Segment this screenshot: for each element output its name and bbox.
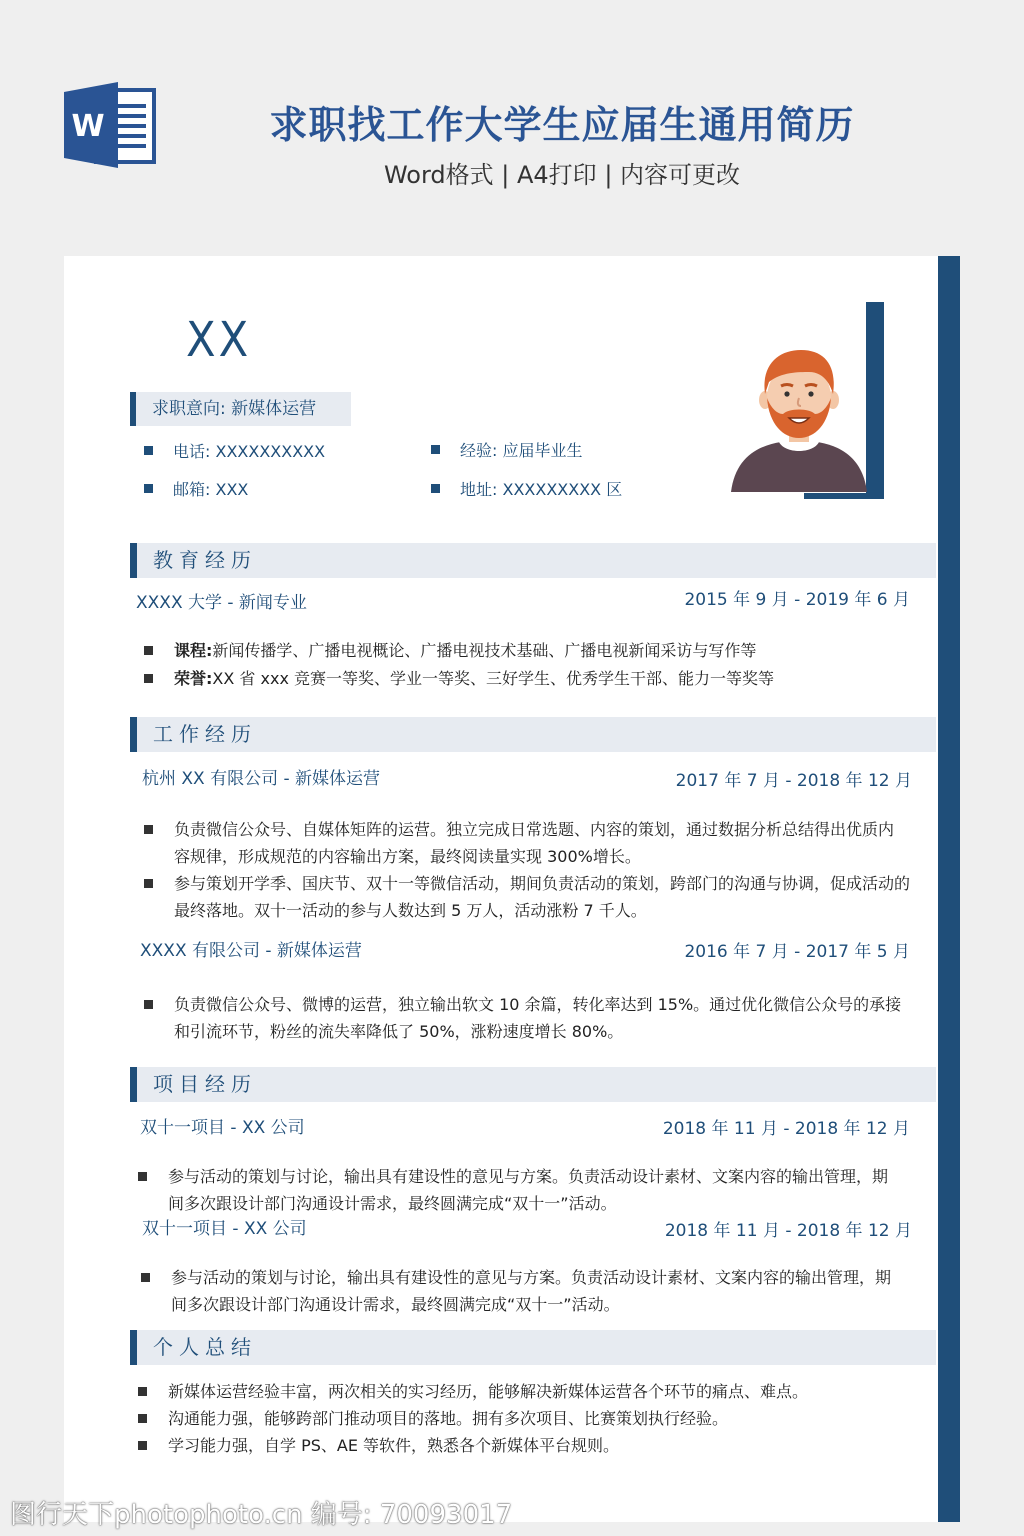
bullet-square-icon [144,446,153,455]
banner-subtitle: Word格式 | A4打印 | 内容可更改 [383,161,741,189]
bullet-square-icon [144,825,153,834]
education-date: 2015 年 9 月 - 2019 年 6 月 [684,590,910,610]
section-work: 工作经历 [130,717,936,752]
education-school: XXXX 大学 - 新闻专业 [136,593,307,613]
summary-bullet: 新媒体运营经验丰富，两次相关的实习经历，能够解决新媒体运营各个环节的痛点、难点。 [138,1378,928,1405]
project-bullet: 参与活动的策划与讨论，输出具有建设性的意见与方案。负责活动设计素材、文案内容的输出管理，期间多次跟设计部门沟通设计需求，最终圆满完成“双十一”活动。 [141,1264,906,1318]
job-bullet: 负责微信公众号、自媒体矩阵的运营。独立完成日常选题、内容的策划，通过数据分析总结得出优质内容规律，形成规范的内容输出方案，最终阅读量实现 300%增长。 [144,816,906,870]
job-date: 2016 年 7 月 - 2017 年 5 月 [684,942,910,962]
education-course: 课程:新闻传播学、广播电视概论、广播电视技术基础、广播电视新闻采访与写作等 [144,637,934,664]
bullet-square-icon [138,1172,147,1181]
watermark: 图行天下photophoto.cn 编号: 70093017 [10,1500,513,1530]
section-education: 教育经历 [130,543,936,578]
bullet-square-icon [138,1387,147,1396]
summary-bullet: 学习能力强，自学 PS、AE 等软件，熟悉各个新媒体平台规则。 [138,1432,928,1459]
avatar-illustration [729,342,869,496]
banner-title: 求职找工作大学生应届生通用简历 [269,103,855,147]
page-side-stripe [938,256,960,1522]
project-title: 双十一项目 - XX 公司 [140,1118,305,1138]
bullet-square-icon [144,484,153,493]
bullet-square-icon [144,879,153,888]
summary-bullet: 沟通能力强，能够跨部门推动项目的落地。拥有多次项目、比赛策划执行经验。 [138,1405,928,1432]
job-intent: 求职意向: 新媒体运营 [130,392,351,426]
resume-page [64,256,960,1522]
bullet-square-icon [431,445,440,454]
job-bullet: 负责微信公众号、微博的运营，独立输出软文 10 余篇，转化率达到 15%。通过优化微信公众号的承接和引流环节，粉丝的流失率降低了 50%，涨粉速度增长 80%。 [144,991,906,1045]
bullet-square-icon [138,1441,147,1450]
bullet-square-icon [144,1000,153,1009]
word-logo-icon [64,82,158,168]
contact-address: 地址: XXXXXXXXX 区 [431,478,622,502]
section-projects: 项目经历 [130,1067,936,1102]
project-date: 2018 年 11 月 - 2018 年 12 月 [662,1119,910,1139]
job-company: XXXX 有限公司 - 新媒体运营 [140,941,362,961]
job-bullet: 参与策划开学季、国庆节、双十一等微信活动，期间负责活动的策划，跨部门的沟通与协调，促成活动的最终落地。双十一活动的参与人数达到 5 万人，活动涨粉 7 千人。 [144,870,914,924]
bullet-square-icon [141,1273,150,1282]
job-date: 2017 年 7 月 - 2018 年 12 月 [675,771,912,791]
project-bullet: 参与活动的策划与讨论，输出具有建设性的意见与方案。负责活动设计素材、文案内容的输出管理，期间多次跟设计部门沟通设计需求，最终圆满完成“双十一”活动。 [138,1163,902,1217]
bullet-square-icon [144,646,153,655]
contact-experience: 经验: 应届毕业生 [431,439,582,463]
bullet-square-icon [138,1414,147,1423]
section-summary: 个人总结 [130,1330,936,1365]
education-honor: 荣誉:XX 省 xxx 竞赛一等奖、学业一等奖、三好学生、优秀学生干部、能力一等奖等 [144,665,934,692]
bullet-square-icon [144,674,153,683]
job-company: 杭州 XX 有限公司 - 新媒体运营 [142,769,381,789]
project-title: 双十一项目 - XX 公司 [142,1219,307,1239]
contact-phone: 电话: XXXXXXXXXX [144,440,325,464]
word-logo-letter: W [71,109,105,144]
bullet-square-icon [431,484,440,493]
project-date: 2018 年 11 月 - 2018 年 12 月 [664,1221,912,1241]
candidate-name: XX [186,312,252,368]
contact-email: 邮箱: XXX [144,478,248,502]
